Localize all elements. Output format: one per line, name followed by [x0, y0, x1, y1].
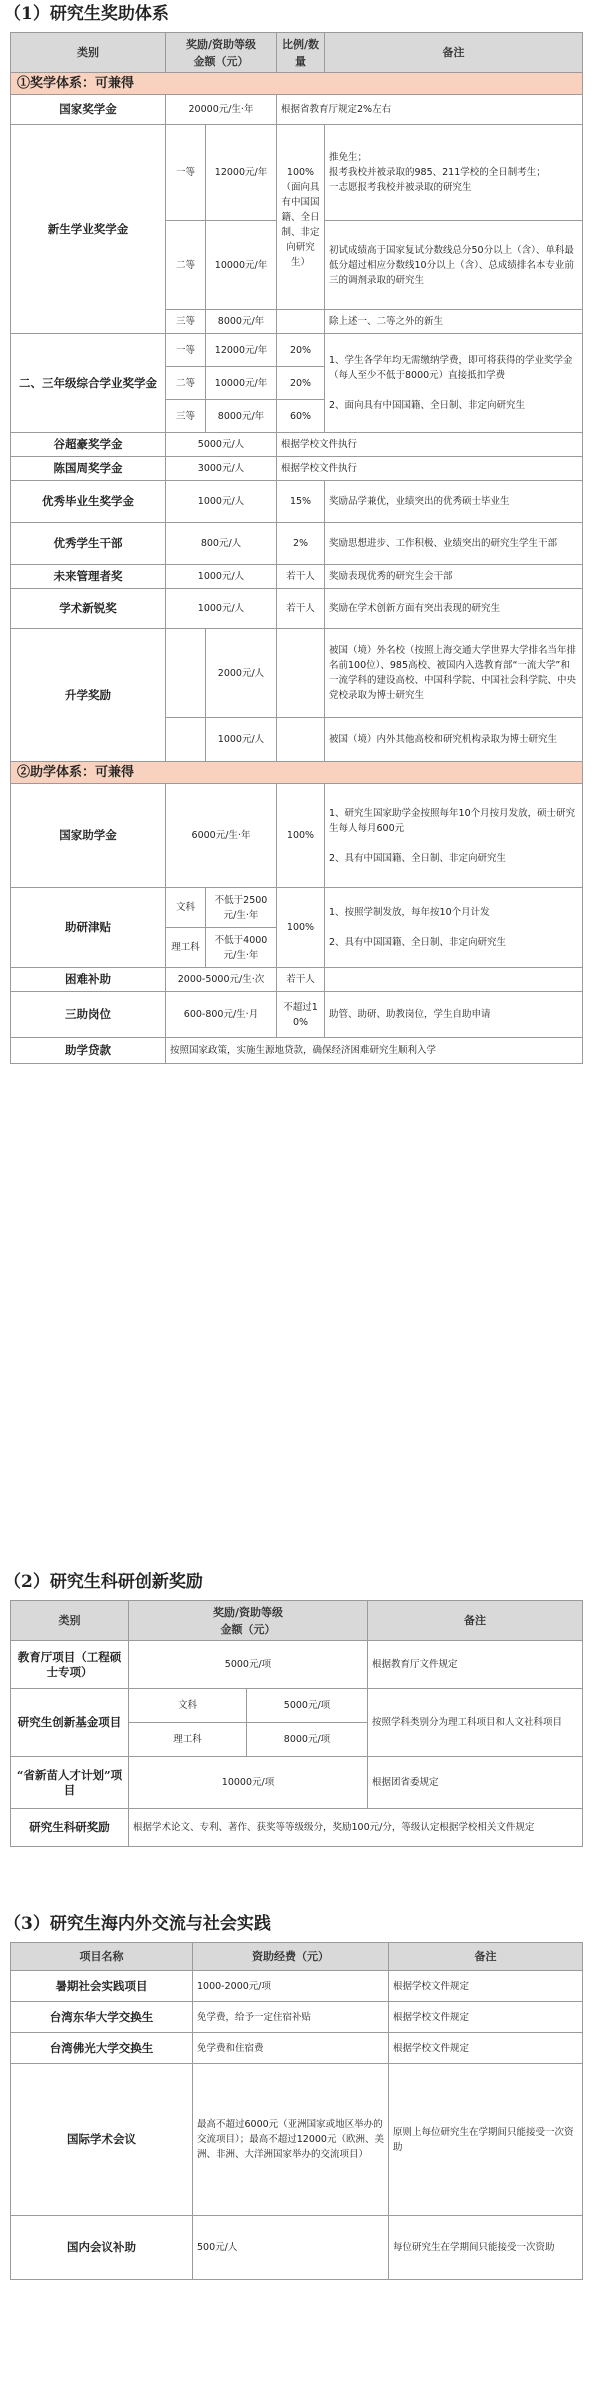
header-ratio: 比例/数量: [277, 33, 325, 73]
section-title-1: （1）研究生奖助体系: [4, 4, 169, 24]
table-row: 三等 8000元/年 60%: [11, 400, 583, 433]
table-row: 研究生科研奖励 根据学术论文、专利、著作、获奖等等级级分，奖励100元/分，等级认定根据学校相关文件规定: [11, 1809, 583, 1847]
band-grant: ②助学体系：可兼得: [11, 762, 583, 784]
table-row: 助学贷款 按照国家政策，实施生源地贷款，确保经济困难研究生顺利入学: [11, 1038, 583, 1064]
table-row: 国家奖学金 20000元/生·年 根据省教育厅规定2%左右: [11, 95, 583, 125]
table-row: 三助岗位 600-800元/生·月 不超过10% 助管、助研、助教岗位，学生自助申请: [11, 992, 583, 1038]
table-header: [11, 33, 583, 73]
header-amount: 奖励/资助等级 金额（元）: [166, 33, 277, 73]
header-category: 类别: [11, 33, 166, 73]
table-row: 未来管理者奖 1000元/人 若干人 奖励表现优秀的研究生会干部: [11, 565, 583, 589]
band-scholarship: ①奖学体系：可兼得: [11, 73, 583, 95]
table-row: 国际学术会议 最高不超过6000元（亚洲国家或地区举办的交流项目）；最高不超过12000元（欧洲、美洲、非洲、大洋洲国家举办的交流项目） 原则上每位研究生在学期间只能接受一次资助: [11, 2064, 583, 2216]
table-row: 升学奖励 2000元/人 被国（境）外名校（按照上海交通大学世界大学排名当年排名前100位）、985高校、被国内入选教育部“一流大学”和一流学科的建设高校、中国科学院、中国社会科学院、中央党校录取为博士研究生: [11, 629, 583, 718]
table-row: 三等 8000元/年 除上述一、二等之外的新生: [11, 310, 583, 334]
table-row: 困难补助 2000-5000元/生·次 若干人: [11, 968, 583, 992]
table-row: 理工科 8000元/项: [11, 1723, 583, 1757]
table-row: 国家助学金 6000元/生·年 100% 1、研究生国家助学金按照每年10个月按月发放，硕士研究生每人每月600元 2、具有中国国籍、全日制、非定向研究生: [11, 784, 583, 888]
table-row: 暑期社会实践项目 1000-2000元/项 根据学校文件规定: [11, 1971, 583, 2002]
table-row: 1000元/人 被国（境）内外其他高校和研究机构录取为博士研究生: [11, 718, 583, 762]
table-row: 二等 10000元/年 初试成绩高于国家复试分数线总分50分以上（含）、单科最低分超过相应分数线10分以上（含）、总成绩排名本专业前三的调剂录取的研究生: [11, 221, 583, 310]
table-row: “省新苗人才计划”项目 10000元/项 根据团省委规定: [11, 1757, 583, 1809]
table-row: 台湾东华大学交换生 免学费，给予一定住宿补贴 根据学校文件规定: [11, 2002, 583, 2033]
table-header: 类别 奖励/资助等级 金额（元） 备注: [11, 1601, 583, 1641]
table-row: 理工科 不低于4000元/生·年: [11, 928, 583, 968]
header-note: 备注: [325, 33, 583, 73]
table-row: 陈国周奖学金 3000元/人 根据学校文件执行: [11, 457, 583, 481]
section-title-2: （2）研究生科研创新奖励: [4, 1572, 203, 1592]
table-row: 学术新锐奖 1000元/人 若干人 奖励在学术创新方面有突出表现的研究生: [11, 589, 583, 629]
table-row: 研究生创新基金项目 文科 5000元/项 按照学科类别分为理工科项目和人文社科项目: [11, 1689, 583, 1723]
table-row: 二、三年级综合学业奖学金 一等 12000元/年 20% 1、学生各学年均无需缴纳学费，即可将获得的学业奖学金（每人至少不低于8000元）直接抵扣学费 2、面向具有中国国籍、全日制、非定向研究生: [11, 334, 583, 367]
table-row: 教育厅项目（工程硕士专项） 5000元/项 根据教育厅文件规定: [11, 1641, 583, 1689]
section-title-3: （3）研究生海内外交流与社会实践: [4, 1914, 271, 1934]
table-row: 优秀毕业生奖学金 1000元/人 15% 奖励品学兼优，业绩突出的优秀硕士毕业生: [11, 481, 583, 523]
table-row: 谷超豪奖学金 5000元/人 根据学校文件执行: [11, 433, 583, 457]
table-row: 优秀学生干部 800元/人 2% 奖励思想进步、工作积极、业绩突出的研究生学生干部: [11, 523, 583, 565]
table-header: 项目名称 资助经费（元） 备注: [11, 1943, 583, 1971]
scholarship-table: [10, 32, 583, 1064]
table-row: 国内会议补助 500元/人 每位研究生在学期间只能接受一次资助: [11, 2216, 583, 2280]
research-award-table: [10, 1600, 583, 1847]
table-row: 台湾佛光大学交换生 免学费和住宿费 根据学校文件规定: [11, 2033, 583, 2064]
table-row: 二等 10000元/年 20%: [11, 367, 583, 400]
exchange-table: [10, 1942, 583, 2280]
table-row: 助研津贴 文科 不低于2500元/生·年 100% 1、按照学制发放，每年按10个月计发 2、具有中国国籍、全日制、非定向研究生: [11, 888, 583, 928]
table-row: 新生学业奖学金 一等 12000元/年 100% （面向具有中国国籍、全日制、非定向研究生） 推免生； 报考我校并被录取的985、211学校的全日制考生； 一志愿报考我校并被录取的研究生: [11, 125, 583, 221]
